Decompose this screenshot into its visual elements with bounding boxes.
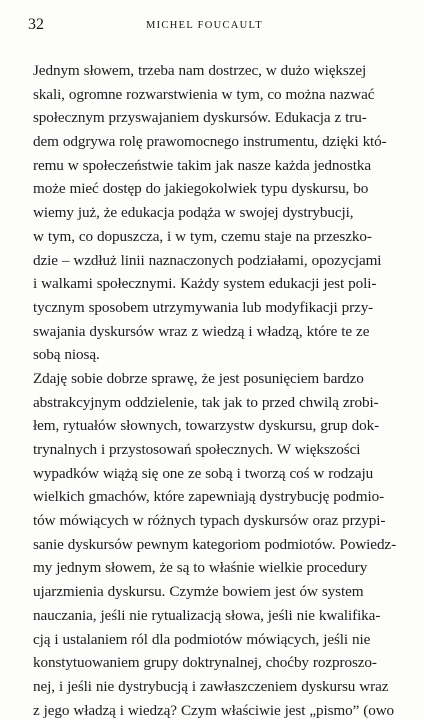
text-line: remu w społeczeństwie takim jak nasze każda jednostka [33,156,371,174]
text-line: skali, ogromne rozwarstwienia w tym, co można nazwać [33,85,375,103]
text-line: Zdaję sobie dobrze sprawę, że jest posunięciem bardzo [33,369,364,387]
page-header [28,16,406,36]
text-line: Jednym słowem, trzeba nam dostrzec, w dużo większej [33,62,367,79]
text-line: nej, i jeśli nie dystrybucją i zawłaszczeniem dyskursu wraz [33,677,389,695]
text-line: sobą niosą. [33,346,100,364]
running-head: MICHEL FOUCAULT [146,20,264,31]
text-line: łem, rytuałów słownych, towarzystw dyskursu, grup dok- [33,417,380,435]
text-line: ujarzmienia dyskursu. Czymże bowiem jest ów system [33,583,364,601]
text-line: tycznym sposobem utrzymywania lub modyfikacji przy- [33,298,374,316]
text-line: abstrakcyjnym oddzielenie, tak jak to przed chwilą zrobi- [33,393,379,411]
text-line: sanie dyskursów pewnym kategoriom podmiotów. Powiedz- [33,535,397,553]
text-line: wielkich gmachów, które zapewniają dystrybucję podmio- [33,488,385,506]
text-line: może mieć dostęp do jakiegokolwiek typu dyskursu, bo [33,180,369,198]
text-line: wypadków wiążą się one ze sobą i tworzą coś w rodzaju [33,464,374,482]
text-line: trynalnych i przystosowań społecznych. W większości [33,441,361,458]
text-line: w tym, co dopuszcza, i w tym, czemu staje na przeszko- [33,227,372,245]
text-line: tów mówiących w różnych typach dyskursów oraz przypi- [33,512,386,530]
text-line: dzie – wzdłuż linii naznaczonych podziałami, opozycjami [33,251,382,269]
body-text [33,59,412,722]
text-line: z jego władzą i wiedzą? Czym właściwie jest „pismo” (owo [33,701,395,719]
text-line: nauczania, jeśli nie rytualizacją słowa, jeśli nie kwalifika- [33,606,381,624]
text-line: wiemy już, że edukacja podąża w swojej dystrybucji, [33,204,354,222]
text-line: cją i ustalaniem ról dla podmiotów mówiących, jeśli nie [33,630,371,648]
text-line: my jednym słowem, że są to właśnie wielkie procedury [33,559,368,577]
page-number: 32 [28,16,44,33]
text-line: konstytuowaniem grupy doktrynalnej, choćby rozproszo- [33,654,377,672]
text-line: swajania dyskursów wraz z wiedzą i władzą, które te ze [33,322,370,340]
text-line: społecznym przyswajaniem dyskursów. Edukacja z tru- [33,109,367,127]
text-line: i walkami społecznymi. Każdy system edukacji jest poli- [33,275,377,293]
text-line: dem odgrywa rolę prawomocnego instrumentu, dzięki któ- [33,133,387,151]
